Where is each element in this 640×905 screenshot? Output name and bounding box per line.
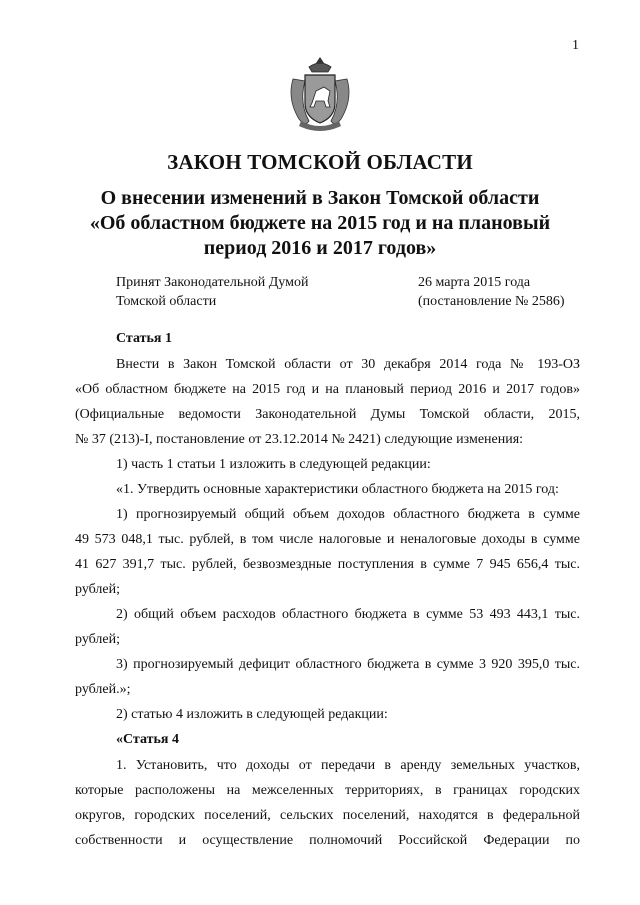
subtitle-line: «Об областном бюджете на 2015 год и на плановый — [89, 212, 551, 234]
tomsk-oblast-coat-of-arms-icon — [287, 55, 353, 133]
body-line: рублей; — [75, 582, 120, 597]
body-line: 1) часть 1 статьи 1 изложить в следующей редакции: — [116, 457, 431, 472]
adopted-by-line: Томской области — [116, 294, 217, 309]
body-line: 1. Установить, что доходы от передачи в аренду земельных участков, — [116, 758, 580, 773]
adoption-date-line: 26 марта 2015 года — [418, 275, 531, 290]
body-line: 2) общий объем расходов областного бюджета в сумме 53 493 443,1 тыс. — [116, 607, 580, 622]
body-line: Внести в Закон Томской области от 30 декабря 2014 года № 193-ОЗ — [116, 357, 580, 372]
law-title: ЗАКОН ТОМСКОЙ ОБЛАСТИ — [167, 150, 473, 174]
subtitle-line: О внесении изменений в Закон Томской области — [100, 187, 540, 209]
body-line: «1. Утвердить основные характеристики областного бюджета на 2015 год: — [116, 482, 559, 497]
body-line: рублей.»; — [75, 682, 131, 697]
adopted-by-line: Принят Законодательной Думой — [116, 275, 309, 290]
body-line: 41 627 391,7 тыс. рублей, безвозмездные поступления в сумме 7 945 656,4 тыс. — [75, 557, 580, 572]
body-line: 1) прогнозируемый общий объем доходов областного бюджета в сумме — [116, 507, 580, 522]
subtitle-line: период 2016 и 2017 годов» — [203, 237, 437, 259]
body-line: округов, городских поселений, сельских поселений, находятся в федеральной — [75, 808, 580, 823]
adopted-by — [116, 273, 308, 311]
body-line: которые расположены на межселенных территориях, в границах городских — [75, 783, 580, 798]
body-line: 3) прогнозируемый дефицит областного бюджета в сумме 3 920 395,0 тыс. — [116, 657, 580, 672]
adoption-date — [418, 273, 565, 311]
article-1-heading: Статья 1 — [116, 331, 172, 346]
body-line: 2) статью 4 изложить в следующей редакции: — [116, 707, 388, 722]
page-number: 1 — [572, 38, 579, 53]
body-line: собственности и осуществление полномочий Российской Федерации по — [75, 833, 580, 848]
body-line: 49 573 048,1 тыс. рублей, в том числе налоговые и неналоговые доходы в сумме — [75, 532, 580, 547]
body-line: (Официальные ведомости Законодательной Думы Томской области, 2015, — [75, 407, 580, 422]
article-4-heading: «Статья 4 — [116, 732, 179, 747]
body-line: № 37 (213)-I, постановление от 23.12.2014 № 2421) следующие изменения: — [75, 432, 524, 447]
body-line: «Об областном бюджете на 2015 год и на плановый период 2016 и 2017 годов» — [75, 382, 580, 397]
law-subtitle — [60, 186, 580, 261]
body-line: рублей; — [75, 632, 120, 647]
adoption-resolution-line: (постановление № 2586) — [418, 294, 565, 309]
